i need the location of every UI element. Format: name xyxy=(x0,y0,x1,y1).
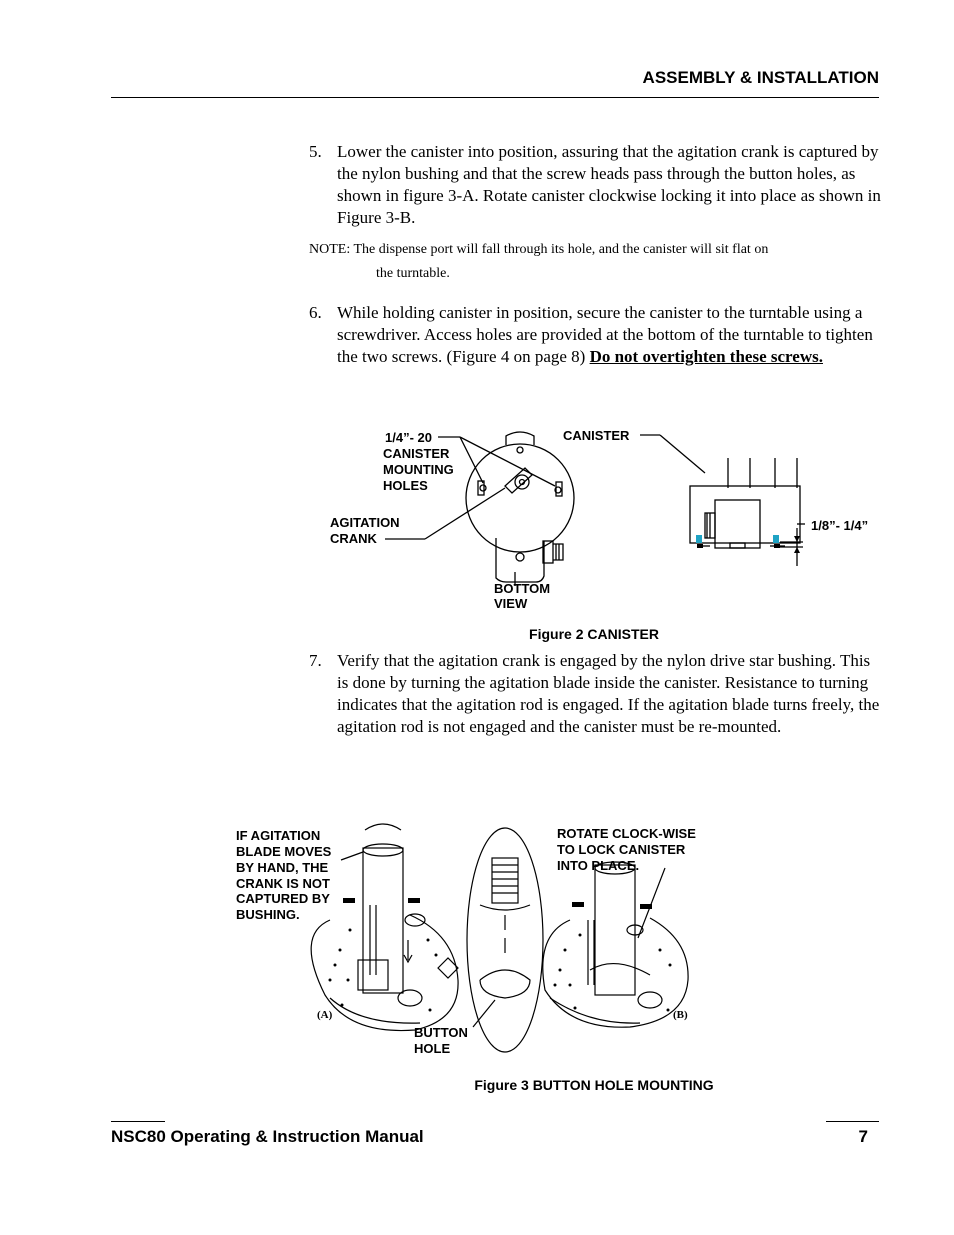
label-agitation-warning: CAPTURED BY xyxy=(236,891,330,906)
note xyxy=(309,238,881,286)
footer-divider-right xyxy=(826,1121,879,1122)
step-text xyxy=(337,302,881,368)
note-line-1: NOTE: The dispense port will fall through its hole, and the canister will sit flat on xyxy=(309,242,769,257)
label-agitation-crank: AGITATION xyxy=(330,515,400,530)
figure-3-button-hole-diagram xyxy=(230,820,730,1065)
step-text-body: While holding canister in position, secure the canister to the turntable using a screwdriver. Access holes are provided at the bottom of the turntable to tighten the two screws. (Figure 4 on page 8) xyxy=(337,303,873,366)
turntable-b xyxy=(543,918,688,1027)
canister-bottom-circle xyxy=(466,444,574,552)
figure-3-caption: Figure 3 BUTTON HOLE MOUNTING xyxy=(474,1077,714,1093)
step-7 xyxy=(309,650,881,738)
manual-title: NSC80 Operating & Instruction Manual xyxy=(111,1127,424,1146)
label-bottom-view: VIEW xyxy=(494,596,528,611)
label-rotate-instruction: ROTATE CLOCK-WISE xyxy=(557,826,696,841)
step-number: 7. xyxy=(309,651,322,670)
label-agitation-warning: BLADE MOVES xyxy=(236,844,332,859)
label-rotate-instruction: TO LOCK CANISTER xyxy=(557,842,686,857)
step-text: Lower the canister into position, assuring that the agitation crank is captured by the nylon bushing and that the screw heads pass through the button holes, as shown in figure 3-A. Rotate canister clockwise locking it into place as shown in Figure 3-B. xyxy=(337,142,881,227)
step-5 xyxy=(309,141,881,229)
label-agitation-warning: CRANK IS NOT xyxy=(236,876,330,891)
screw-head-marker xyxy=(773,535,779,543)
section-title: ASSEMBLY & INSTALLATION xyxy=(642,68,879,87)
label-bottom-view: BOTTOM xyxy=(494,581,551,596)
label-view-b: (B) xyxy=(673,1009,688,1021)
label-agitation-warning: BUSHING. xyxy=(236,907,300,922)
label-agitation-warning: BY HAND, THE xyxy=(236,860,329,875)
label-gap-dimension: 1/8”- 1/4” xyxy=(811,518,869,533)
step-number: 6. xyxy=(309,303,322,322)
step-number: 5. xyxy=(309,142,322,161)
turntable-a xyxy=(311,915,458,1031)
label-canister: CANISTER xyxy=(563,428,630,443)
screw-head-marker xyxy=(696,535,702,543)
step-6 xyxy=(309,302,881,368)
label-mounting-holes: MOUNTING xyxy=(383,462,454,477)
label-agitation-warning: IF AGITATION xyxy=(236,828,321,843)
label-button-hole: BUTTON xyxy=(414,1025,468,1040)
step-warning: Do not overtighten these screws. xyxy=(589,347,823,366)
figure-2-canister-diagram xyxy=(300,418,900,618)
label-button-hole: HOLE xyxy=(414,1041,451,1056)
label-view-a: (A) xyxy=(317,1009,333,1021)
label-screw-size: 1/4”- 20 xyxy=(385,430,432,445)
label-agitation-crank: CRANK xyxy=(330,531,377,546)
footer-divider-left xyxy=(111,1121,165,1122)
label-mounting-holes: CANISTER xyxy=(383,446,450,461)
header-divider xyxy=(111,97,879,98)
step-text: Verify that the agitation crank is engaged by the nylon drive star bushing. This is done by turning the agitation blade inside the canister. Resistance to turning indicates that the agitation rod is engaged. If the agitation blade turns freely, the agitation rod is not engaged and the canister must be re-mounted. xyxy=(337,651,880,736)
figure-2-caption: Figure 2 CANISTER xyxy=(529,626,659,642)
label-rotate-instruction: INTO PLACE. xyxy=(557,858,640,873)
note-line-2: the turntable. xyxy=(376,266,450,281)
label-mounting-holes: HOLES xyxy=(383,478,428,493)
page-number: 7 xyxy=(858,1127,868,1146)
